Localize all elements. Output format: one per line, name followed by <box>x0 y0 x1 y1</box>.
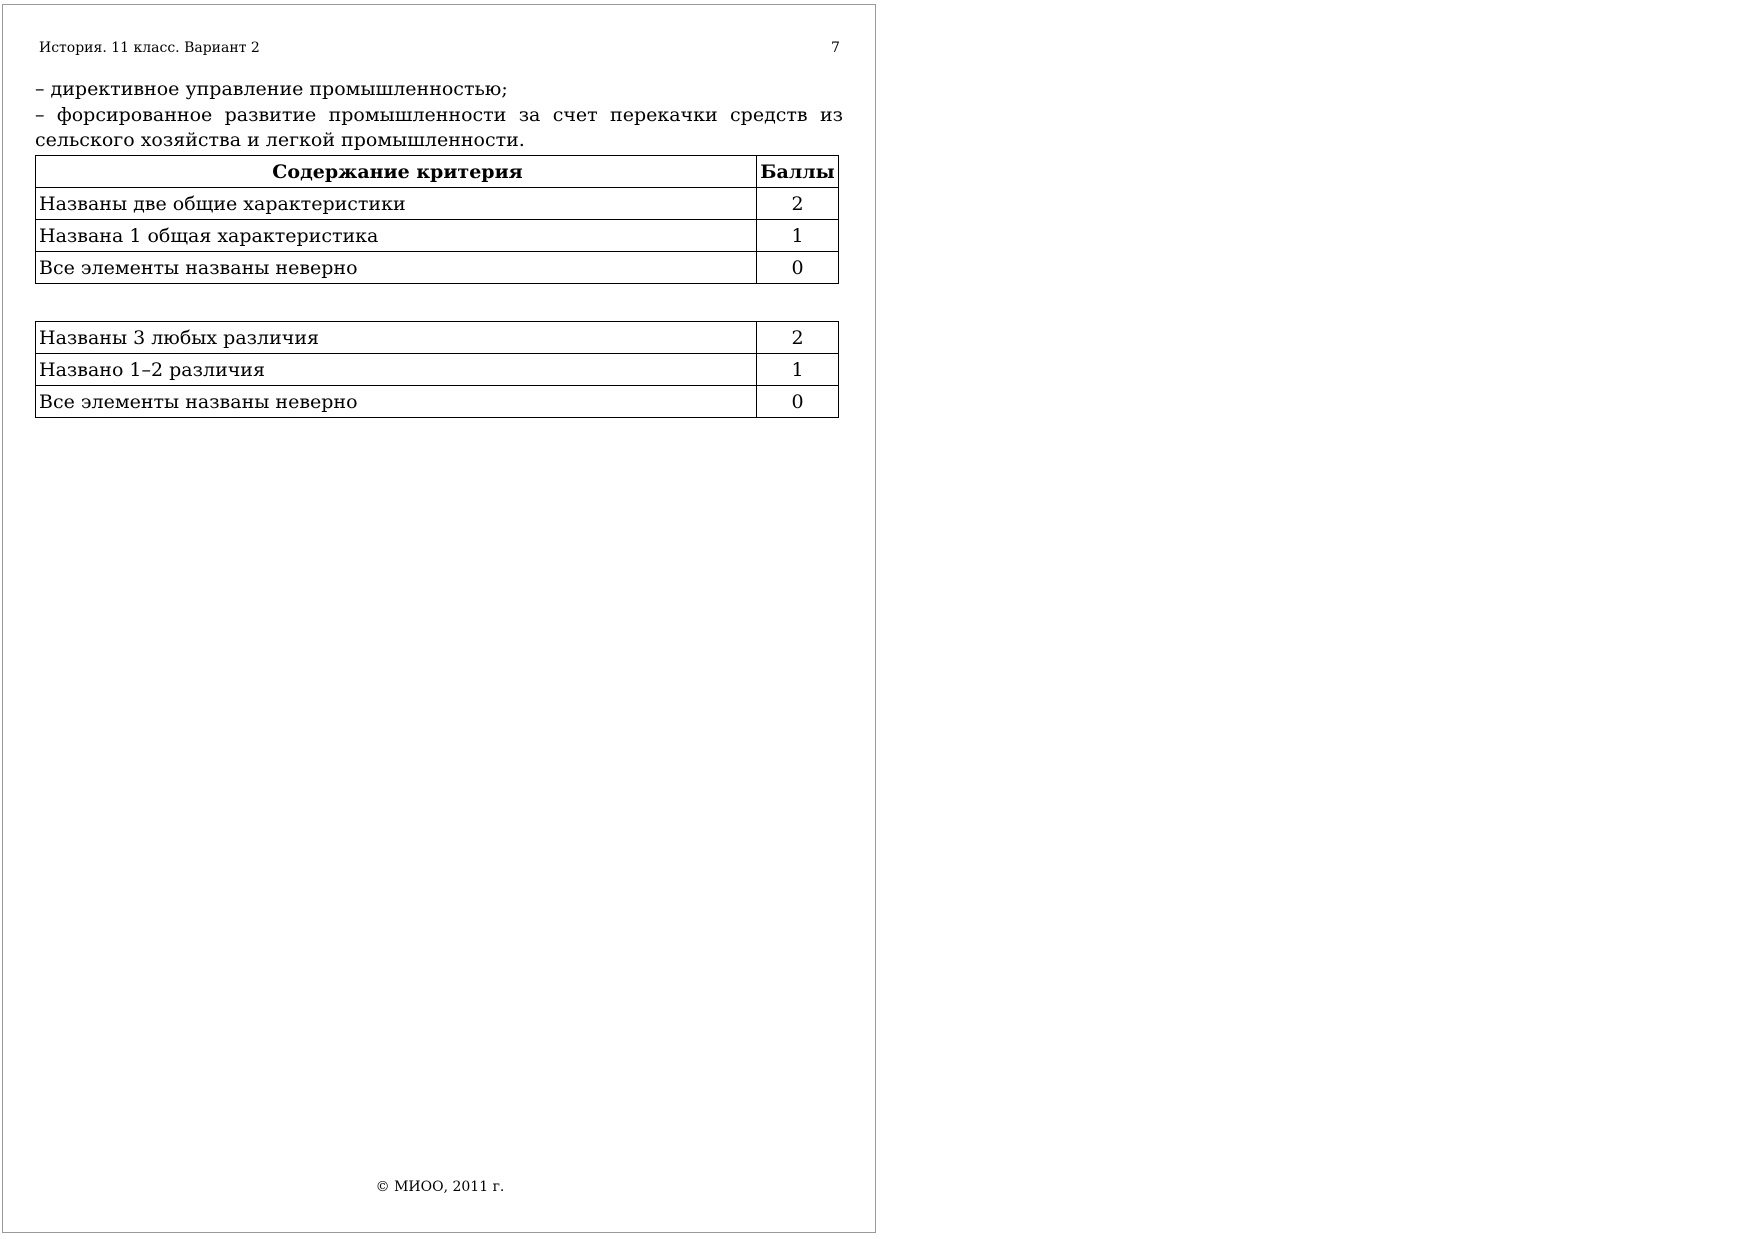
criterion-cell: Названы две общие характеристики <box>36 188 757 220</box>
criterion-cell: Все элементы названы неверно <box>36 252 757 284</box>
points-cell: 1 <box>757 220 839 252</box>
points-header: Баллы <box>757 156 839 188</box>
criterion-cell: Названа 1 общая характеристика <box>36 220 757 252</box>
table-row <box>36 220 839 252</box>
table-row <box>36 188 839 220</box>
points-cell: 2 <box>757 322 839 354</box>
criterion-cell: Названы 3 любых различия <box>36 322 757 354</box>
points-cell: 0 <box>757 386 839 418</box>
table-row <box>36 322 839 354</box>
answer-text <box>35 77 843 154</box>
criterion-cell: Все элементы названы неверно <box>36 386 757 418</box>
document-page <box>2 4 876 1233</box>
table-row <box>36 252 839 284</box>
criteria-table-1 <box>35 155 839 284</box>
page-number: 7 <box>831 40 840 56</box>
criterion-cell: Названо 1–2 различия <box>36 354 757 386</box>
table-header-row <box>36 156 839 188</box>
criterion-header: Содержание критерия <box>36 156 757 188</box>
points-cell: 2 <box>757 188 839 220</box>
footer-copyright: © МИОО, 2011 г. <box>375 1179 505 1195</box>
answer-line-2: – форсированное развитие промышленности за счет перекачки средств из сельского хозяйства и легкой промышленности. <box>35 103 843 151</box>
table-row <box>36 354 839 386</box>
table-row <box>36 386 839 418</box>
running-header-title: История. 11 класс. Вариант 2 <box>39 40 260 56</box>
criteria-table-2 <box>35 321 839 418</box>
points-cell: 0 <box>757 252 839 284</box>
points-cell: 1 <box>757 354 839 386</box>
answer-line-1: – директивное управление промышленностью; <box>35 78 508 100</box>
